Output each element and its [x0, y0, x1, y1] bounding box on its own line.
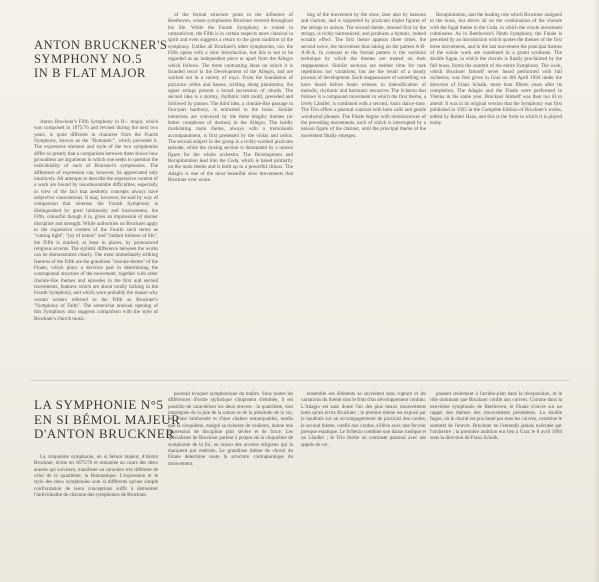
english-title-line-2: SYMPHONY NO.5	[34, 52, 143, 66]
french-column-4	[430, 391, 562, 578]
english-title-line-3: IN B FLAT MAJOR	[34, 66, 146, 80]
section-divider	[30, 380, 570, 381]
french-title-line-2: EN SI BÉMOL MAJEUR	[34, 411, 181, 427]
paragraph: of the formal structure point to the influence of Beethoven, whose symphonies Bruckner revered throughout his life. While the Fourth Symphony is rooted in romanticism, the Fifth is in certain respects more classical in spirit and even suggests a return to the great tradition of the symphony. Unlike all Bruckner's other symphonies, too, the Fifth opens with a slow Introduction, but this is not to be regarded as an independent piece or apart from the Allegro which follows. The three contrasting ideas on which it is founded recur in the Development of the Allegro, and are worked out in a variety of ways. From the foundation of pizzicato cellos and basses, striding along pianissimo, the upper strings present a broad succession of chords. The second idea is a stormy, rhythmic tutti motif, preceded and followed by pauses. The third idea, a chorale-like passage in four-part harmony, is entrusted to the brass. Similar intentions are conveyed by the three lengthy themes (or better complexes of themes) in the Allegro. The boldly modulating main theme, always with a tremolando accompaniment, is first presented by the violas and cellos. The second subject in the group is a richly-worked pizzicato episode, while the closing section is dominated by a unison figure for the whole orchestra. The Development and Recapitulation lead into the Coda, which is based primarily on the main theme and is built up to a powerful climax. The Adagio is one of the most beautiful slow movements that Bruckner ever wrote.	[168, 12, 293, 183]
english-column-3	[301, 12, 426, 372]
french-column-3	[301, 391, 426, 578]
english-title	[34, 38, 168, 80]
french-title	[34, 398, 180, 442]
paragraph: ting of the movement by the oboe, later also by bassoon and clarinet, and is supported by pizzicato triplet figures of the strings in unison. The second theme, intoned first by the strings, is richly harmonized, and produces a hymnic, indeed ecstatic effect. The first theme appears three times, the second twice, the movement thus taking on the pattern A-B-A-B-A. In contrast to the formal pattern is the variation technique by which the themes are treated on their reappearance. Similar sections are neither time for note repetitions nor variations, but are the result of a steady process of development. Each reappearance of something we have heard before bears witness to intensification of melodic, rhythmic and harmonic resources. The Scherzo that follows is a compound movement in which the first theme, a lively Ländler, is combined with a second, rustic dance-tune. The Trio offers a pastoral contrast with horn calls and gentle woodwind phrases. The Finale begins with reminiscences of the preceding movements, each of which is interrupted by a unison figure of the clarinet, until the principal theme of the movement finally emerges.	[301, 12, 426, 139]
english-column-1	[34, 119, 158, 371]
paragraph: passent seulement à l'arrière-plan dans la réexposition, et le rôle dominant que Bruckner confie aux cuivres. Comme dans la neuvième symphonie de Beethoven, le Finale s'ouvre sur un rappel des thèmes des mouvements précédents. La double fugue, où le choral est proclamé par tous les cuivres, constitue le sommet de l'œuvre. Bruckner ne l'entendit jamais exécutée par l'orchestre ; la première audition eut lieu à Graz le 8 avril 1894 sous la direction de Franz Schalk.	[430, 391, 562, 442]
french-title-line-3: D'ANTON BRUCKNER	[34, 426, 175, 441]
paragraph: Anton Bruckner's Fifth Symphony in B♭ major, which was composed in 1875/76 and revised during the next two years, is quite different in character from the Fourth Symphony, known as the "Romantic", which preceded it. The expressive element and style of the two symphonies differ so greatly that a comparison between them shows how groundless are arguments in which one seeks to question the individuality of each of Bruckner's symphonies. The difference of expression can, however, be appreciated only intuitively. All attempts to describe the expressive content of a work are bound by insurmountable difficulties, especially in view of the fact that aesthetic concepts always have subjective connotations. It may, however, be said by way of comparison that whereas the Fourth Symphony is distinguished by great luminosity and lusciousness, the Fifth, colourful though it is, gives an impression of sterner discipline and strength. While authorities on Bruckner apply to the expressive content of the Fourth such terms as "cutting light", "joy of nature" and "radiant fullness of life", the Fifth is marked, at least in places, by pronounced religious accents. The stylistic difference between the works can be demonstrated clearly. The most immediately striking features of the Fifth are the grandiose "chorale-theme" of the Finale, which plays a decisive part in determining the contrapuntal structure of the movement, together with other chorale-like themes and episodes in the first and second movements, features which are about totally lacking in the Fourth Symphony, and which were probably the reason why certain writers referred to the Fifth as Bruckner's "Symphony of Faith". The somewhat unusual opening of this Symphony also suggests comparison with the style of Bruckner's church music.	[34, 119, 158, 322]
paragraph: ensemble ses éléments se succèdent sans rupture et les variations du thème sont le fruit d'un développement continu. L'Adagio est sans doute l'un des plus beaux mouvements lents qu'ait écrits Bruckner ; le premier thème est exposé par le hautbois sur un accompagnement de pizzicati des cordes, le second thème, confié aux cordes, s'élève avec une ferveur presque extatique. Le Scherzo combine une danse rustique et un Ländler ; le Trio forme un contraste pastoral avec ses appels de cor.	[301, 391, 426, 448]
paragraph: La cinquième symphonie, en si bémol majeur, d'Anton Bruckner, écrite en 1875/76 et remaniée au cours des deux années qui suivirent, manifeste un caractère très différent de celui de la quatrième, la Romantique. L'expression et le style des deux symphonies sont si différents qu'une simple confrontation de leurs conceptions suffit à démontrer l'individualité de chacune des symphonies de Bruckner.	[34, 454, 158, 499]
english-title-line-1: ANTON BRUCKNER'S	[34, 38, 168, 52]
french-column-2	[168, 391, 293, 578]
english-column-2	[168, 12, 293, 372]
paragraph: Recapitulation, and the leading role which Bruckner assigned to the brass, but above all on the combination of the chorale with the fugal theme in the Coda, in which the whole movement culminates. As in Beethoven's Ninth Symphony, the Finale is preceded by an introduction which quotes the themes of the first three movements, and in the last movement the principal themes of the whole work are combined in a grand synthesis. The double fugue, in which the chorale is finally proclaimed by the full brass, forms the summit of the entire Symphony. The work, which Bruckner himself never heard performed with full orchestra, was first given in Graz on 8th April 1894 under the direction of Franz Schalk, more than fifteen years after its completion. The Adagio and the Finale were performed in Vienna in the same year. Bruckner himself was then too ill to attend. It was in its original version that the Symphony was first published in 1935 in the Complete Edition of Bruckner's works, edited by Robert Haas, and this is the form in which it is played today.	[430, 12, 562, 126]
english-column-4	[430, 12, 562, 372]
french-column-1	[34, 454, 158, 578]
paragraph: pourrait évoquer symphonique du maître. Sous toutes les différences d'ordre stylistique s'imposent d'emblée, il est possible de caractériser les deux œuvres : la quatrième, tout imprégnée de la joie de la nature et de la plénitude de la vie, est d'une luminosité et d'une chaleur remarquables, tandis que la cinquième, malgré sa richesse de couleurs, donne une impression de discipline plus sévère et de force. Les spécialistes de Bruckner parlent à propos de la cinquième de symphonie de la foi, en raison des accents religieux qui la marquent par endroits. Le grandiose thème de choral du Finale détermine toute la structure contrapuntique du mouvement.	[168, 391, 293, 467]
french-title-line-1: LA SYMPHONIE N°5	[34, 397, 164, 412]
page-edge-shadow	[593, 0, 599, 582]
